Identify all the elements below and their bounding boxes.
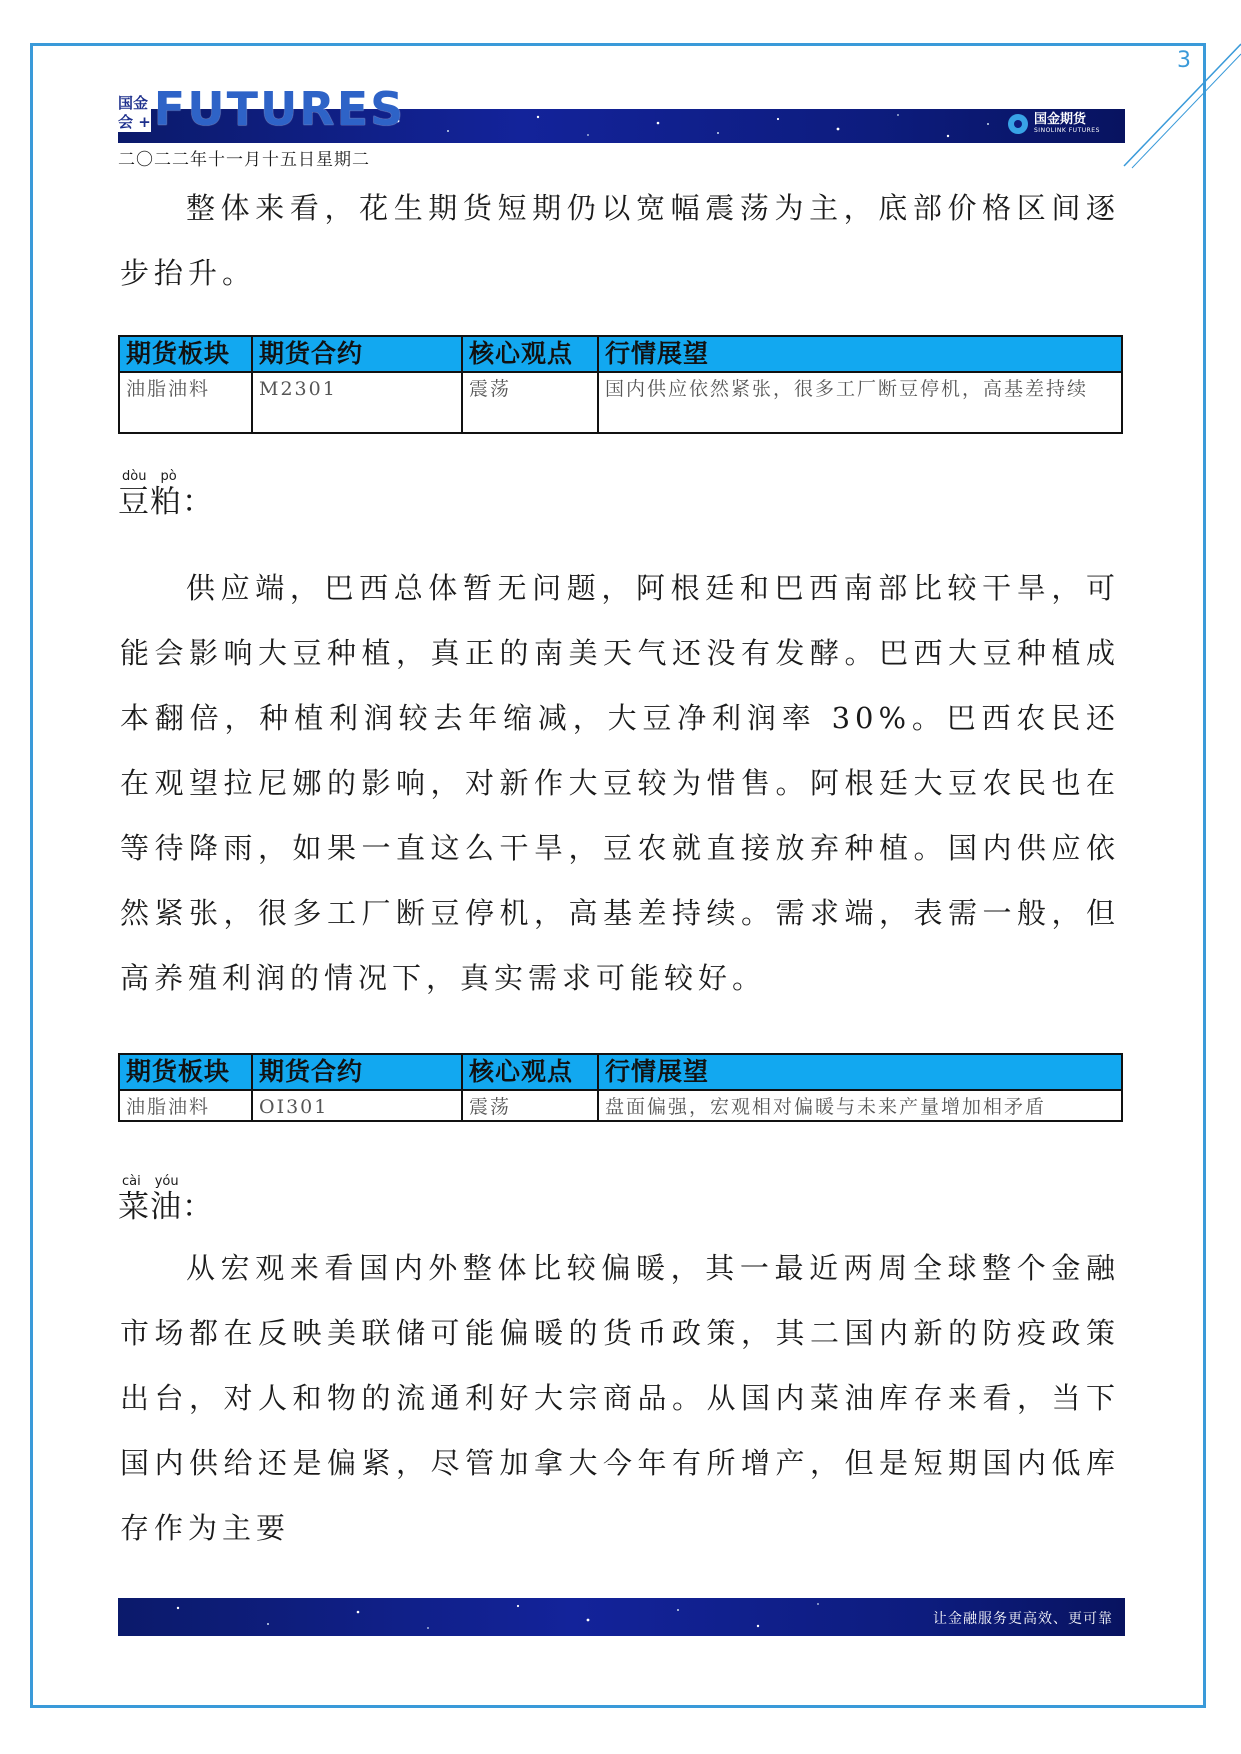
corner-decoration xyxy=(1110,40,1241,180)
logo-cn-bottom: 会 + xyxy=(118,113,151,131)
cell-sector: 油脂油料 xyxy=(119,1090,252,1121)
table-row xyxy=(119,372,1122,433)
header-contract: 期货合约 xyxy=(252,336,462,372)
header-sector: 期货板块 xyxy=(119,1054,252,1090)
rapeseed-oil-paragraph: 从宏观来看国内外整体比较偏暖，其一最近两周全球整个金融市场都在反映美联储可能偏暖的货币政策，其二国内新的防疫政策出台，对人和物的流通利好大宗商品。从国内菜油库存来看，当下国内供给还是偏紧，尽管加拿大今年有所增产，但是短期国内低库存作为主要 xyxy=(120,1251,1120,1545)
page-number: 3 xyxy=(1177,48,1191,73)
header-outlook: 行情展望 xyxy=(598,336,1122,372)
cell-sector: 油脂油料 xyxy=(119,372,252,433)
report-date: 二〇二二年十一月十五日星期二 xyxy=(118,150,370,170)
header-view: 核心观点 xyxy=(462,336,598,372)
table-row xyxy=(119,1090,1122,1121)
section-title: 菜油： xyxy=(118,1189,214,1225)
logo-cn-top: 国金 xyxy=(118,94,149,112)
pinyin-2: yóu xyxy=(154,1174,179,1189)
header-outlook: 行情展望 xyxy=(598,1054,1122,1090)
pinyin-2: pò xyxy=(160,469,177,484)
cell-contract: OI301 xyxy=(252,1090,462,1121)
brand-logo xyxy=(1008,112,1100,135)
pinyin-1: dòu xyxy=(122,469,147,484)
futures-logo xyxy=(118,82,406,136)
outlook-table-rapeseed-oil xyxy=(118,1053,1123,1122)
brand-mark-icon xyxy=(1008,114,1028,134)
footer-band xyxy=(118,1598,1125,1636)
section-rapeseed-oil-heading xyxy=(118,1175,214,1225)
soymeal-paragraph: 供应端，巴西总体暂无问题，阿根廷和巴西南部比较干旱，可能会影响大豆种植，真正的南美天气还没有发酵。巴西大豆种植成本翻倍，种植利润较去年缩减，大豆净利润率 30%。巴西农民还在观望拉尼娜的影响，对新作大豆较为惜售。阿根廷大豆农民也在等待降雨，如果一直这么干旱，豆农就直接放弃种植。国内供应依然紧张，很多工厂断豆停机，高基差持续。需求端，表需一般，但高养殖利润的情况下，真实需求可能较好。 xyxy=(120,571,1120,995)
brand-en: SINOLINK FUTURES xyxy=(1034,127,1100,134)
intro-paragraph: 整体来看，花生期货短期仍以宽幅震荡为主，底部价格区间逐步抬升。 xyxy=(120,191,1120,290)
footer-slogan: 让金融服务更高效、更可靠 xyxy=(933,1611,1113,1627)
header-contract: 期货合约 xyxy=(252,1054,462,1090)
section-soymeal-heading xyxy=(118,470,214,520)
cell-outlook: 盘面偏强，宏观相对偏暖与未来产量增加相矛盾 xyxy=(598,1090,1122,1121)
header-view: 核心观点 xyxy=(462,1054,598,1090)
brand-cn: 国金期货 xyxy=(1034,112,1087,127)
header-sector: 期货板块 xyxy=(119,336,252,372)
logo-futures-text: FUTURES xyxy=(153,82,406,136)
cell-view: 震荡 xyxy=(462,1090,598,1121)
table-header-row xyxy=(119,1054,1122,1090)
pinyin-1: cài xyxy=(122,1174,141,1189)
outlook-table-soymeal xyxy=(118,335,1123,434)
cell-view: 震荡 xyxy=(462,372,598,433)
cell-contract: M2301 xyxy=(252,372,462,433)
table-header-row xyxy=(119,336,1122,372)
cell-outlook: 国内供应依然紧张，很多工厂断豆停机，高基差持续 xyxy=(598,372,1122,433)
section-title: 豆粕： xyxy=(118,484,214,520)
